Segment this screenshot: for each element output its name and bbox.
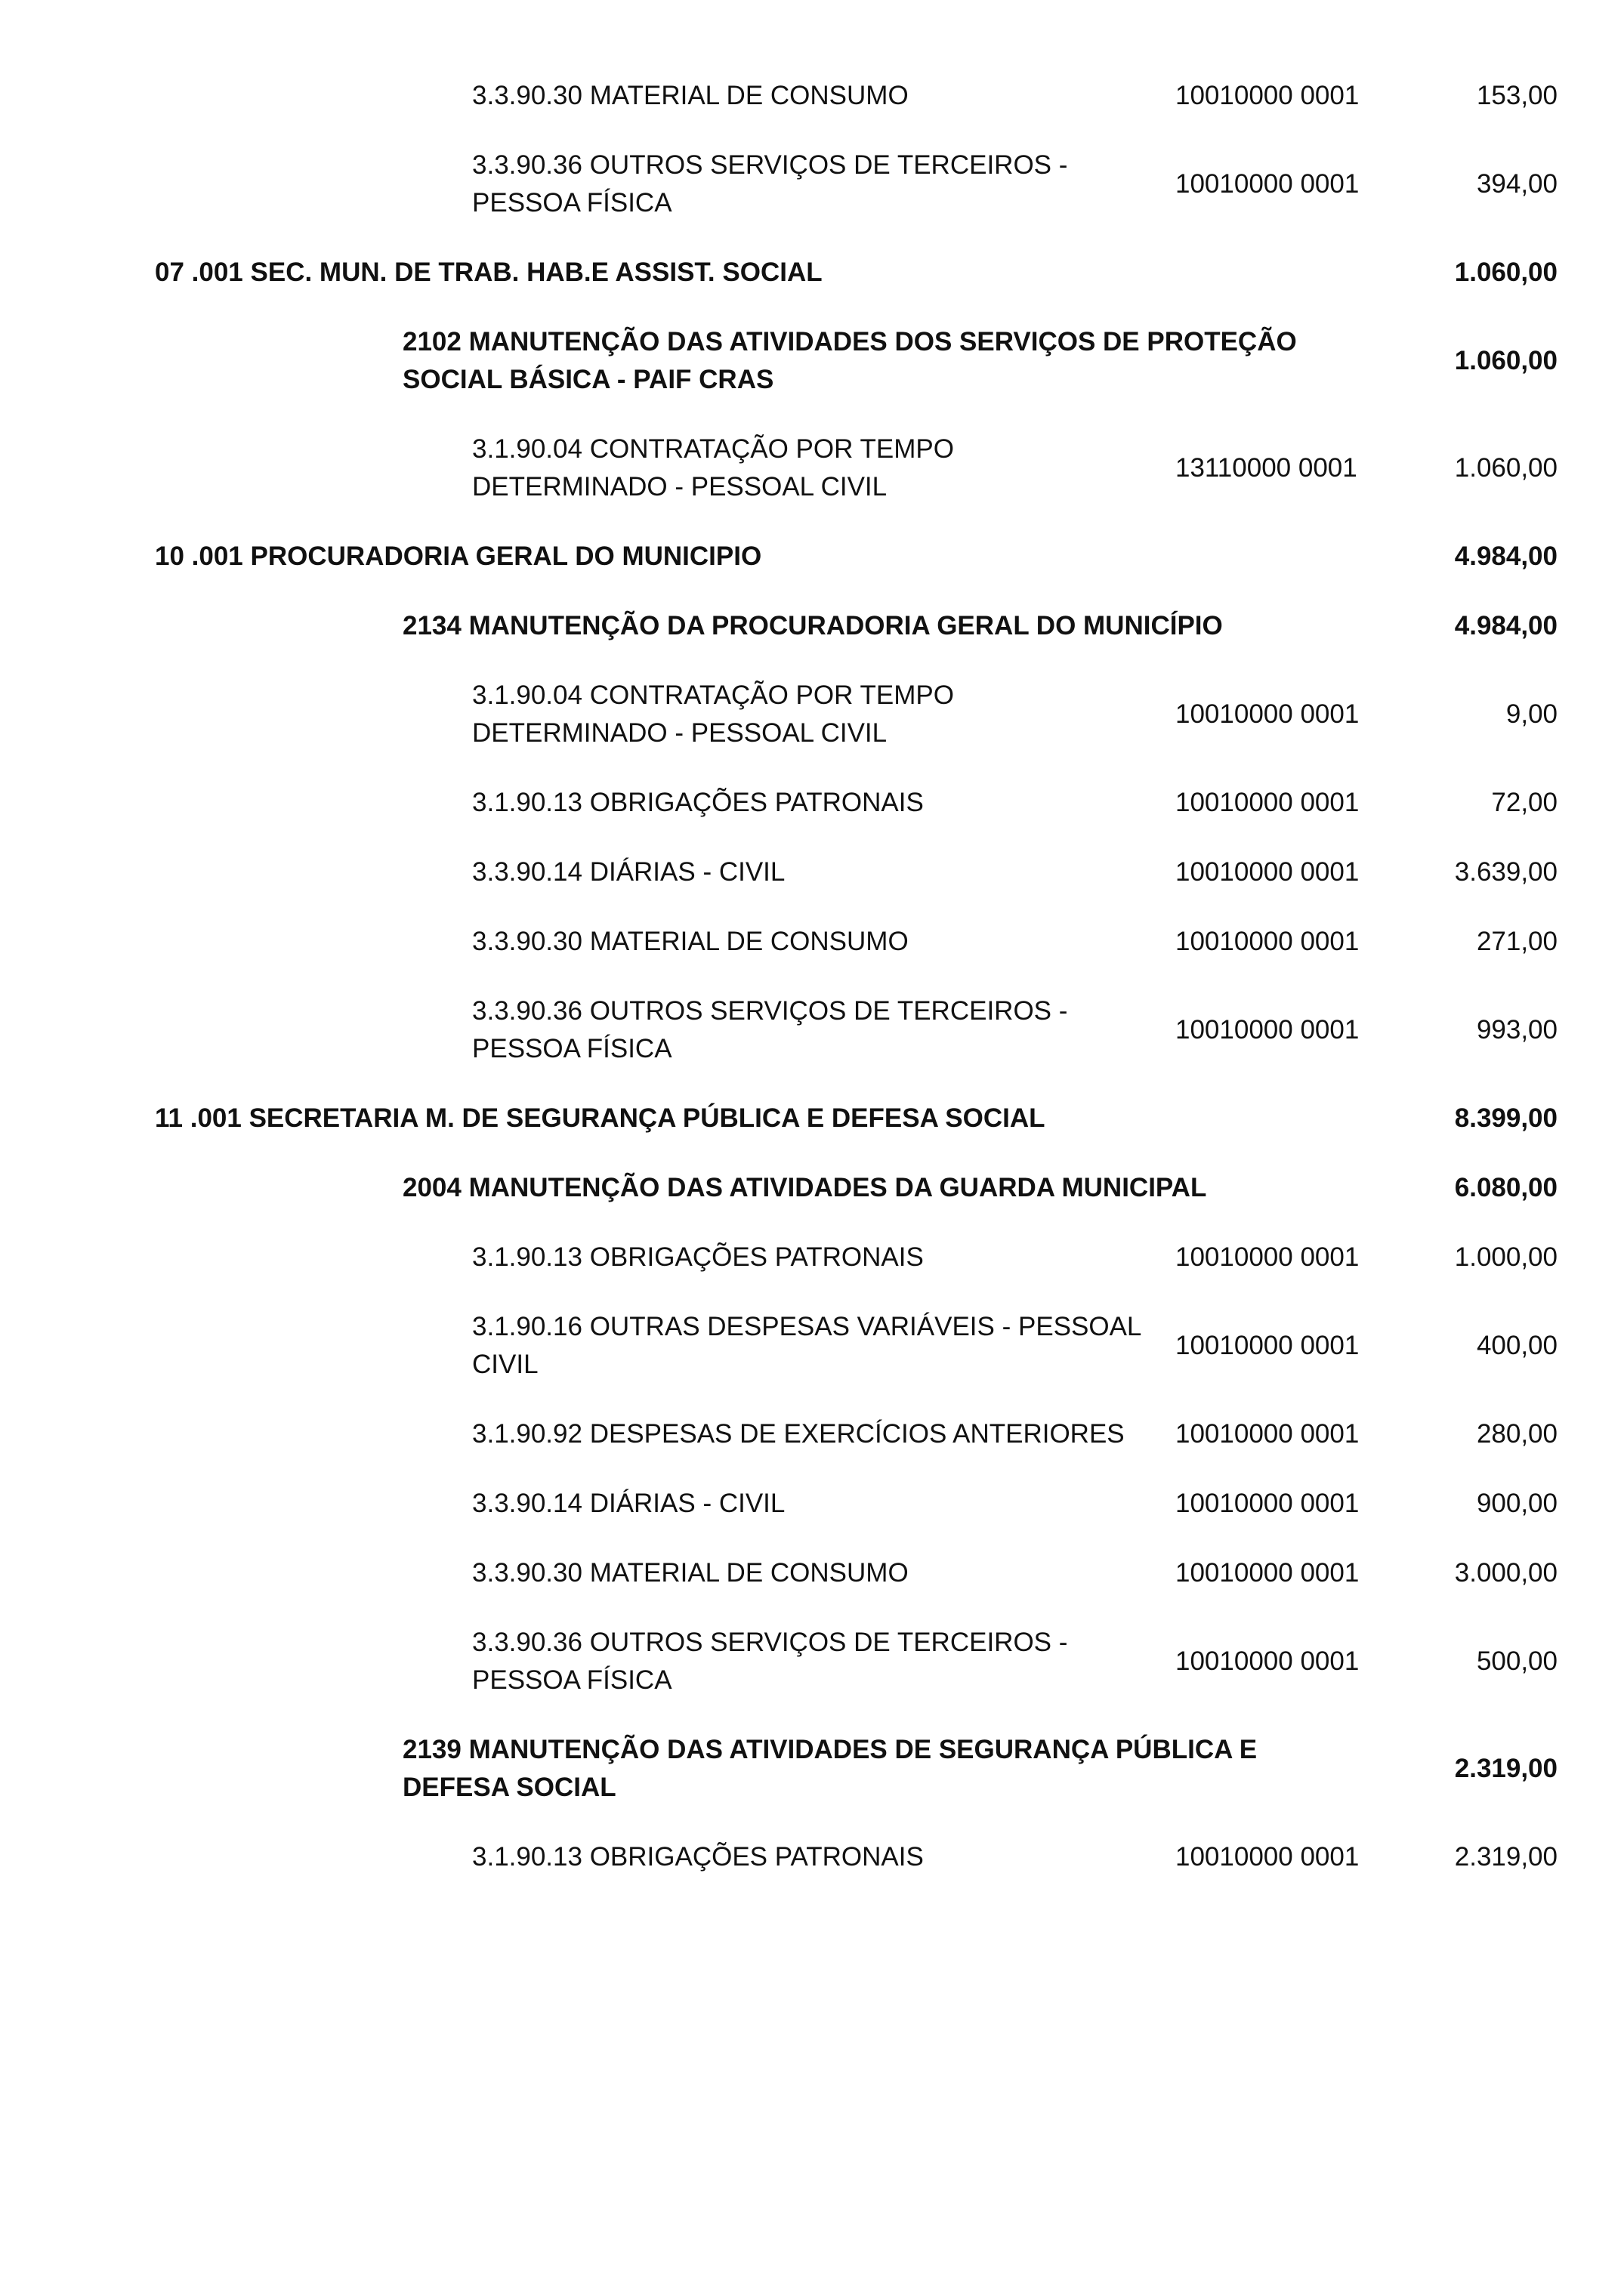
expense-item-row xyxy=(0,430,1624,506)
amount-value: 271,00 xyxy=(1476,927,1558,956)
row-description xyxy=(472,1485,785,1523)
expense-item-row xyxy=(0,77,1624,115)
description-line: DETERMINADO - PESSOAL CIVIL xyxy=(472,472,888,501)
row-description xyxy=(472,1624,1067,1699)
row-description xyxy=(472,923,909,961)
description-line: 3.3.90.14 DIÁRIAS - CIVIL xyxy=(472,857,786,887)
expense-item-row xyxy=(0,1415,1624,1453)
expense-item-row xyxy=(0,923,1624,961)
amount-value: 993,00 xyxy=(1476,1015,1558,1045)
amount-value: 280,00 xyxy=(1476,1419,1558,1449)
expense-item-row xyxy=(0,147,1624,222)
amount-value: 2.319,00 xyxy=(1454,1754,1558,1783)
description-line: DEFESA SOCIAL xyxy=(403,1773,616,1802)
action-row xyxy=(0,1731,1624,1807)
amount-value: 900,00 xyxy=(1476,1489,1558,1518)
amount-value: 394,00 xyxy=(1476,169,1558,199)
description-line: 11 .001 SECRETARIA M. DE SEGURANÇA PÚBLICA E DEFESA SOCIAL xyxy=(155,1103,1045,1133)
row-description xyxy=(472,1554,909,1592)
amount-value: 3.639,00 xyxy=(1454,857,1558,887)
description-line: 3.3.90.14 DIÁRIAS - CIVIL xyxy=(472,1489,786,1518)
row-description xyxy=(472,1838,924,1876)
amount-value: 1.060,00 xyxy=(1454,258,1558,287)
resource-source-code: 10010000 0001 xyxy=(1175,1489,1360,1518)
row-description xyxy=(155,1100,1045,1137)
org-unit-row xyxy=(0,538,1624,576)
description-line: 2139 MANUTENÇÃO DAS ATIVIDADES DE SEGURANÇA PÚBLICA E xyxy=(403,1735,1258,1764)
resource-source-code: 13110000 0001 xyxy=(1175,453,1357,483)
resource-source-code: 10010000 0001 xyxy=(1175,1646,1360,1676)
amount-value: 8.399,00 xyxy=(1454,1103,1558,1133)
expense-item-row xyxy=(0,853,1624,891)
resource-source-code: 10010000 0001 xyxy=(1175,81,1360,110)
resource-source-code: 10010000 0001 xyxy=(1175,927,1360,956)
action-row xyxy=(0,607,1624,645)
description-line: 3.3.90.30 MATERIAL DE CONSUMO xyxy=(472,81,909,110)
description-line: 3.1.90.16 OUTRAS DESPESAS VARIÁVEIS - PESSOAL xyxy=(472,1312,1142,1341)
description-line: PESSOA FÍSICA xyxy=(472,1034,672,1063)
resource-source-code: 10010000 0001 xyxy=(1175,788,1360,817)
expense-item-row xyxy=(0,1554,1624,1592)
expense-item-row xyxy=(0,1624,1624,1699)
row-description xyxy=(403,1731,1257,1807)
row-description xyxy=(403,1169,1206,1207)
description-line: 10 .001 PROCURADORIA GERAL DO MUNICIPIO xyxy=(155,542,762,571)
amount-value: 1.060,00 xyxy=(1454,346,1558,375)
org-unit-row xyxy=(0,254,1624,292)
amount-value: 72,00 xyxy=(1491,788,1558,817)
amount-value: 2.319,00 xyxy=(1454,1842,1558,1872)
expense-item-row xyxy=(0,1485,1624,1523)
resource-source-code: 10010000 0001 xyxy=(1175,1242,1360,1272)
description-line: 3.1.90.13 OBRIGAÇÕES PATRONAIS xyxy=(472,1242,924,1272)
description-line: 2102 MANUTENÇÃO DAS ATIVIDADES DOS SERVIÇOS DE PROTEÇÃO xyxy=(403,327,1297,356)
resource-source-code: 10010000 0001 xyxy=(1175,1419,1360,1449)
row-description xyxy=(472,1308,1141,1384)
row-description xyxy=(472,992,1067,1068)
action-row xyxy=(0,1169,1624,1207)
amount-value: 500,00 xyxy=(1476,1646,1558,1676)
description-line: 3.3.90.36 OUTROS SERVIÇOS DE TERCEIROS - xyxy=(472,150,1068,180)
description-line: 3.1.90.13 OBRIGAÇÕES PATRONAIS xyxy=(472,788,924,817)
row-description xyxy=(472,1239,924,1276)
description-line: SOCIAL BÁSICA - PAIF CRAS xyxy=(403,365,774,394)
expense-item-row xyxy=(0,1239,1624,1276)
amount-value: 1.000,00 xyxy=(1454,1242,1558,1272)
row-description xyxy=(472,1415,1125,1453)
amount-value: 153,00 xyxy=(1476,81,1558,110)
org-unit-row xyxy=(0,1100,1624,1137)
row-description xyxy=(403,607,1223,645)
row-description xyxy=(155,538,761,576)
description-line: 3.1.90.92 DESPESAS DE EXERCÍCIOS ANTERIORES xyxy=(472,1419,1125,1449)
expense-item-row xyxy=(0,1308,1624,1384)
description-line: PESSOA FÍSICA xyxy=(472,1665,672,1695)
amount-value: 9,00 xyxy=(1505,699,1558,729)
description-line: 3.3.90.36 OUTROS SERVIÇOS DE TERCEIROS - xyxy=(472,1628,1068,1657)
expense-item-row xyxy=(0,784,1624,822)
row-description xyxy=(472,77,909,115)
description-line: 07 .001 SEC. MUN. DE TRAB. HAB.E ASSIST. SOCIAL xyxy=(155,258,823,287)
description-line: 3.3.90.30 MATERIAL DE CONSUMO xyxy=(472,1558,909,1588)
action-row xyxy=(0,323,1624,399)
expense-item-row xyxy=(0,1838,1624,1876)
description-line: DETERMINADO - PESSOAL CIVIL xyxy=(472,718,888,748)
resource-source-code: 10010000 0001 xyxy=(1175,169,1360,199)
expense-item-row xyxy=(0,992,1624,1068)
description-line: 2004 MANUTENÇÃO DAS ATIVIDADES DA GUARDA MUNICIPAL xyxy=(403,1173,1207,1202)
row-description xyxy=(472,147,1067,222)
row-description xyxy=(472,677,954,752)
row-description xyxy=(472,430,954,506)
description-line: 3.1.90.04 CONTRATAÇÃO POR TEMPO xyxy=(472,680,954,710)
resource-source-code: 10010000 0001 xyxy=(1175,1558,1360,1588)
amount-value: 4.984,00 xyxy=(1454,542,1558,571)
description-line: 3.1.90.04 CONTRATAÇÃO POR TEMPO xyxy=(472,434,954,464)
amount-value: 1.060,00 xyxy=(1454,453,1558,483)
amount-value: 6.080,00 xyxy=(1454,1173,1558,1202)
description-line: 2134 MANUTENÇÃO DA PROCURADORIA GERAL DO MUNICÍPIO xyxy=(403,611,1223,640)
row-description xyxy=(472,853,785,891)
resource-source-code: 10010000 0001 xyxy=(1175,1331,1360,1360)
resource-source-code: 10010000 0001 xyxy=(1175,1015,1360,1045)
resource-source-code: 10010000 0001 xyxy=(1175,699,1360,729)
resource-source-code: 10010000 0001 xyxy=(1175,857,1360,887)
description-line: 3.1.90.13 OBRIGAÇÕES PATRONAIS xyxy=(472,1842,924,1872)
row-description xyxy=(403,323,1297,399)
amount-value: 400,00 xyxy=(1476,1331,1558,1360)
description-line: PESSOA FÍSICA xyxy=(472,188,672,218)
description-line: 3.3.90.30 MATERIAL DE CONSUMO xyxy=(472,927,909,956)
row-description xyxy=(155,254,823,292)
row-description xyxy=(472,784,924,822)
expense-item-row xyxy=(0,677,1624,752)
amount-value: 4.984,00 xyxy=(1454,611,1558,640)
resource-source-code: 10010000 0001 xyxy=(1175,1842,1360,1872)
amount-value: 3.000,00 xyxy=(1454,1558,1558,1588)
description-line: 3.3.90.36 OUTROS SERVIÇOS DE TERCEIROS - xyxy=(472,996,1068,1026)
description-line: CIVIL xyxy=(472,1350,539,1379)
